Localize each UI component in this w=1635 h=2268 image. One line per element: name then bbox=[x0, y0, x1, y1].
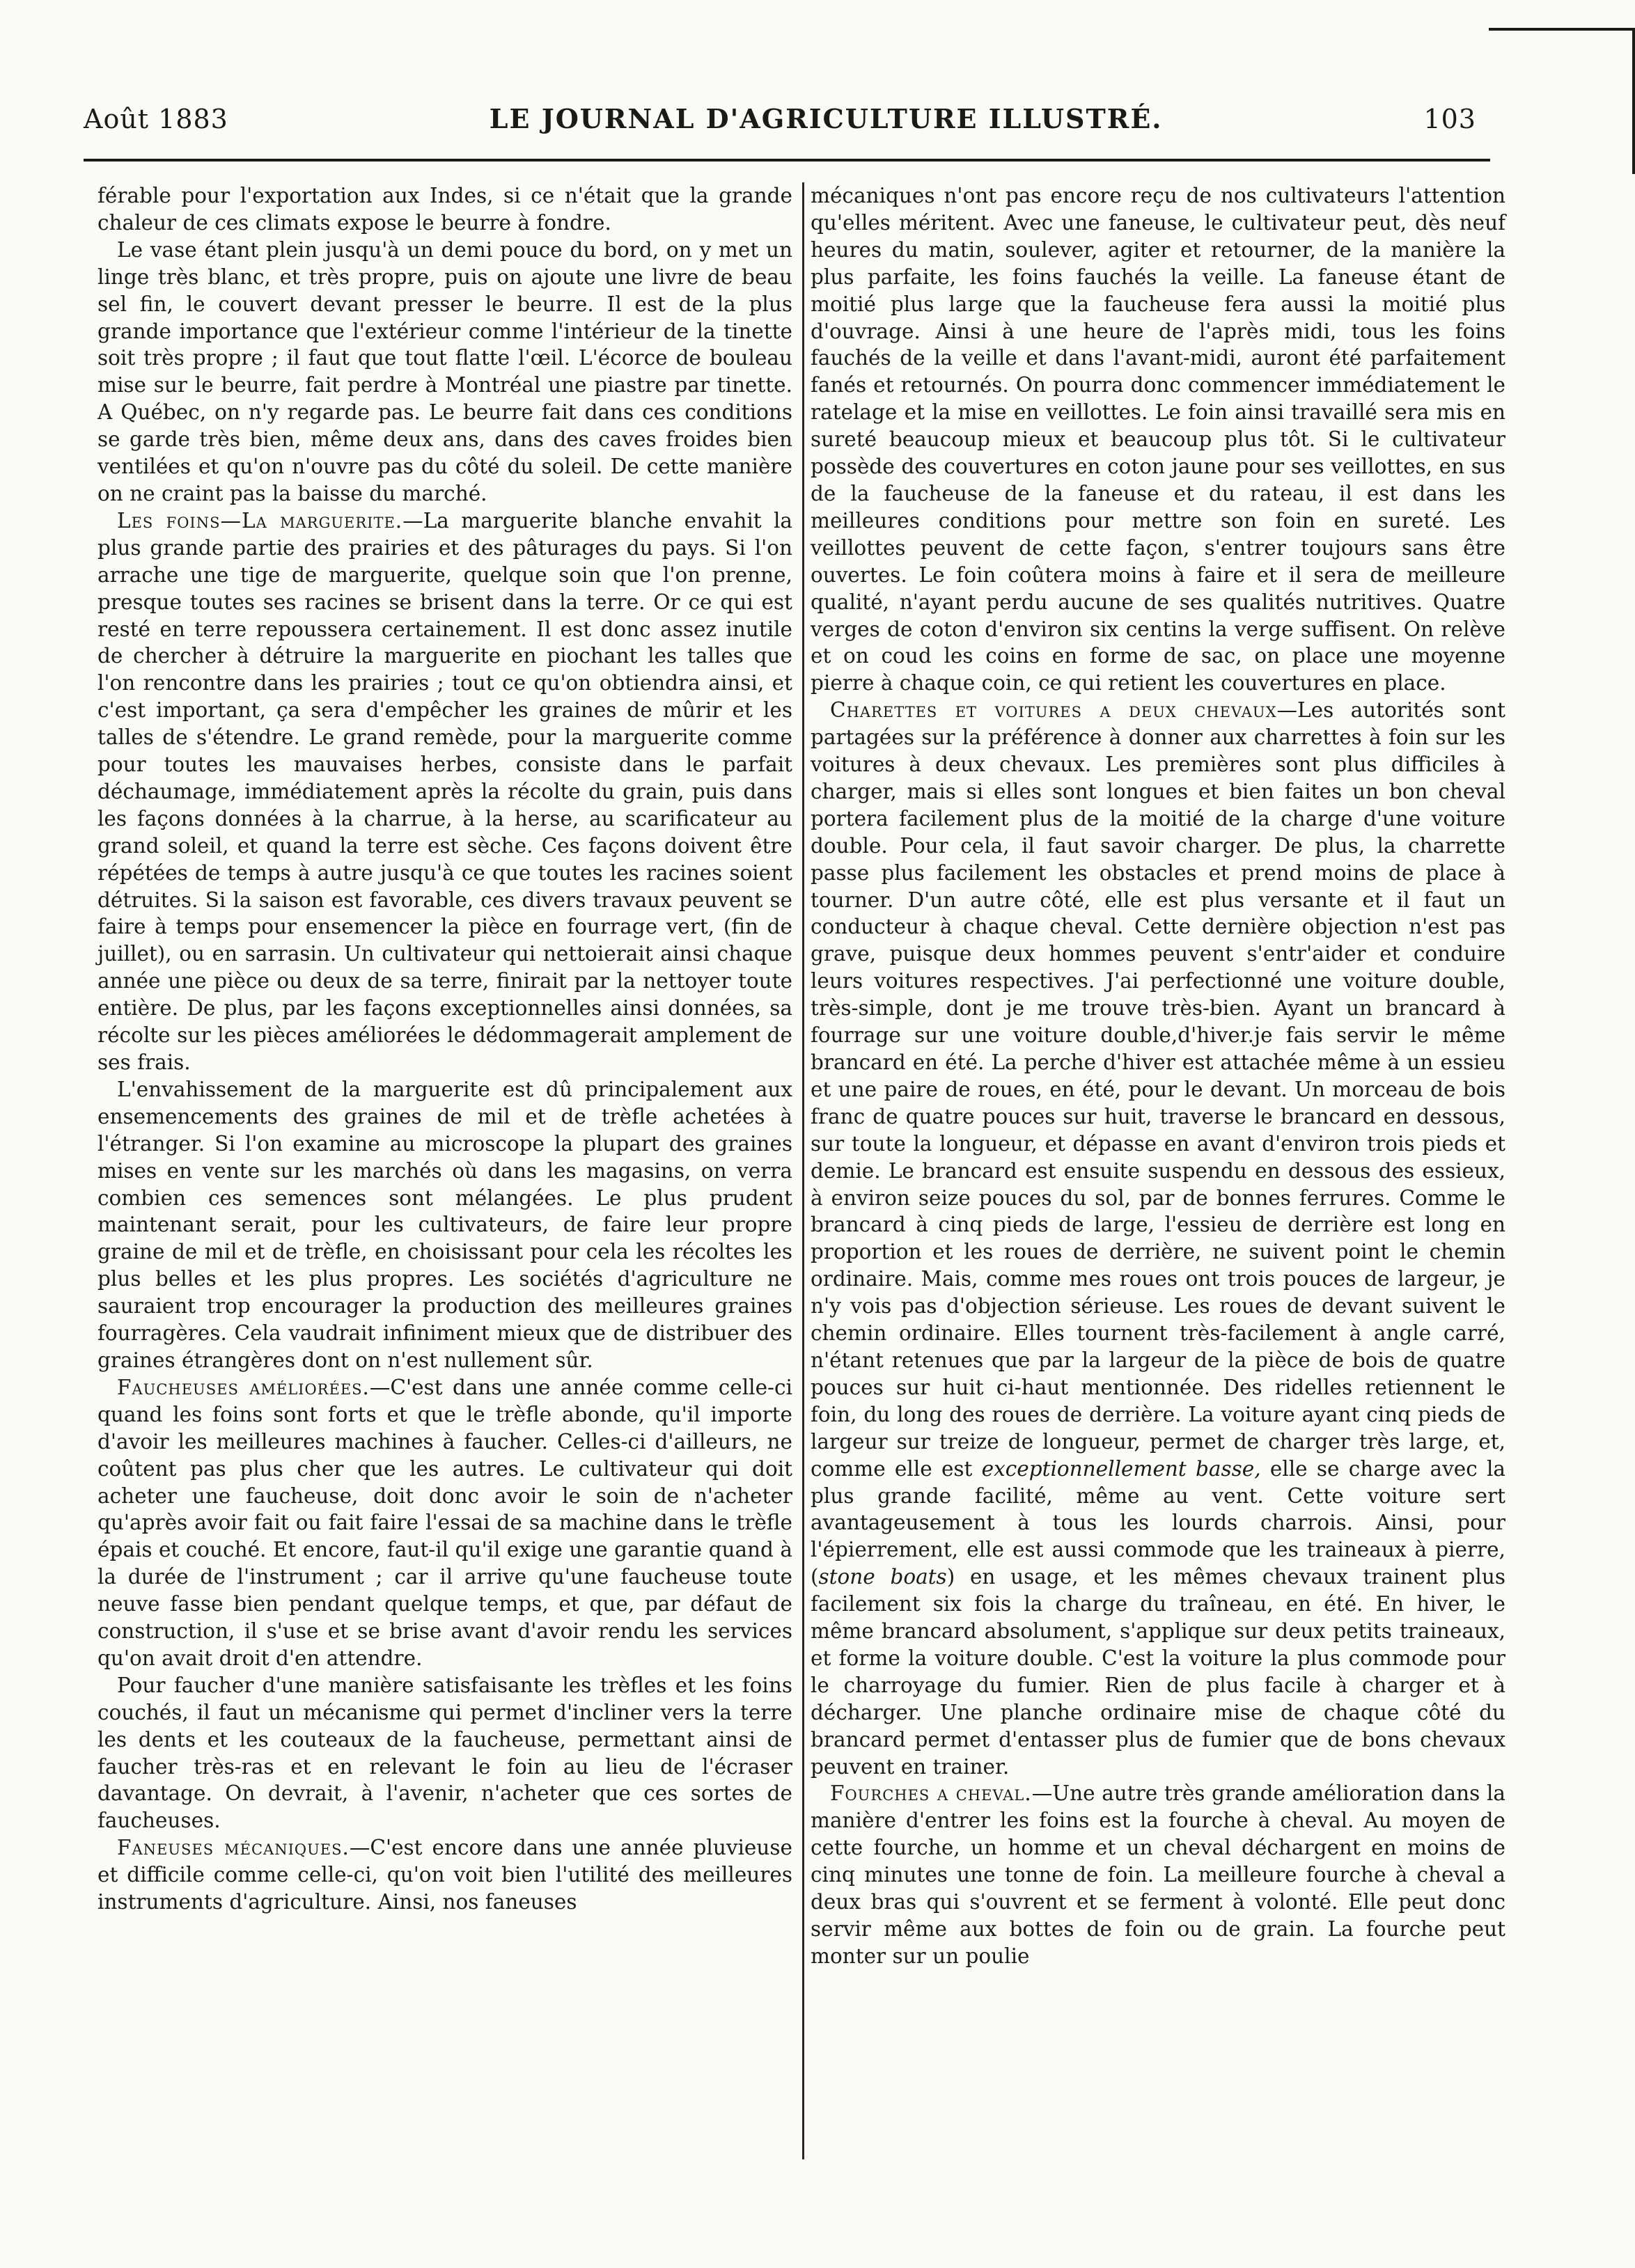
section-heading: Les foins—La marguerite. bbox=[117, 508, 403, 533]
paragraph bbox=[811, 1780, 1505, 1969]
section-heading: Charettes et voitures a deux chevaux bbox=[830, 698, 1277, 723]
paragraph: mécaniques n'ont pas encore reçu de nos cultivateurs l'attention qu'elles méritent. Avec une faneuse, le cultivateur peut, dès neuf heures du matin, soulever, agiter et retourner, de la manière la plus parfaite, les foins fauchés la veille. La faneuse étant de moitié plus large que la faucheuse fera aussi la moitié plus d'ouvrage. Ainsi à une heure de l'après midi, tous les foins fauchés de la veille et dans l'avant-midi, auront été parfaitement fanés et retournés. On pourra donc commencer immédiatement le ratelage et la mise en veillottes. Le foin ainsi travaillé sera mis en sureté beaucoup mieux et beaucoup plus tôt. Si le cultivateur possède des couvertures en coton jaune pour ses veillottes, en sus de la faucheuse de la faneuse et du rateau, il est dans les meilleures conditions pour mettre son foin en sureté. Les veillottes peuvent de cette façon, s'entrer toujours sans être ouvertes. Le foin coûtera moins à faire et il sera de meilleure qualité, n'ayant perdu aucune de ses qualités nutritives. Quatre verges de coton d'environ six centins la verge suffisent. On relève et on coud les coins en forme de sac, on place une moyenne pierre à chaque coin, ce qui retient les couvertures en place. bbox=[811, 184, 1505, 695]
paragraph bbox=[811, 697, 1505, 1780]
column-divider bbox=[802, 182, 804, 2159]
journal-title: LE JOURNAL D'AGRICULTURE ILLUSTRÉ. bbox=[489, 103, 1163, 134]
edge-mark-horizontal bbox=[1489, 28, 1635, 31]
header-rule bbox=[84, 159, 1490, 162]
paragraph: férable pour l'exportation aux Indes, si ce n'était que la grande chaleur de ces climats expose le beurre à fondre. bbox=[97, 184, 792, 235]
paragraph: Pour faucher d'une manière satisfaisante les trèfles et les foins couchés, il faut un mécanisme qui permet d'incliner vers la terre les dents et les couteaux de la faucheuse, permettant ainsi de faucher très-ras et en relevant le foin au lieu de l'écraser davantage. On devrait, à l'avenir, n'acheter que ces sortes de faucheuses. bbox=[97, 1673, 792, 1833]
paragraph: L'envahissement de la marguerite est dû principalement aux ensemencements des graines de mil et de trèfle achetées à l'étranger. Si l'on examine au microscope la plupart des graines mises en vente sur les marchés où dans les magasins, on verra combien ces semences sont mélangées. Le plus prudent maintenant serait, pour les cultivateurs, de faire leur propre graine de mil et de trèfle, en choisissant pour cela les récoltes les plus belles et les plus propres. Les sociétés d'agriculture ne sauraient trop encourager la production des meilleures graines fourragères. Cela vaudrait infiniment mieux que de distribuer des graines étrangères dont on n'est nullement sûr. bbox=[97, 1077, 792, 1372]
edge-mark bbox=[1632, 28, 1635, 174]
right-column bbox=[811, 182, 1505, 1970]
left-column bbox=[97, 182, 792, 1916]
section-heading: Faucheuses améliorées. bbox=[117, 1375, 370, 1399]
section-heading: Fourches a cheval. bbox=[830, 1781, 1032, 1806]
page-header bbox=[84, 103, 1476, 145]
paragraph-text: —Une autre très grande amélioration dans la manière d'entrer les foins est la fourche à cheval. Au moyen de cette fourche, un homme et un cheval déchargent en moins de cinq minutes une tonne de foin. La meilleure fourche à cheval a deux bras qui s'ouvrent et se ferment à volonté. Elle peut donc servir même aux bottes de foin ou de grain. La fourche peut monter sur un poulie bbox=[811, 1781, 1505, 1968]
paragraph: Le vase étant plein jusqu'à un demi pouce du bord, on y met un linge très blanc, et très propre, puis on ajoute une livre de beau sel fin, le couvert devant presser le beurre. Il est de la plus grande importance que l'extérieur comme l'intérieur de la tinette soit très propre ; il faut que tout flatte l'œil. L'écorce de bouleau mise sur le beurre, fait perdre à Montréal une piastre par tinette. A Québec, on n'y regarde pas. Le beurre fait dans ces conditions se garde très bien, même deux ans, dans des caves froides bien ventilées et qu'on n'ouvre pas du côté du soleil. De cette manière on ne craint pas la baisse du marché. bbox=[97, 237, 792, 505]
paragraph-text: —C'est dans une année comme celle-ci quand les foins sont forts et que le trèfle abonde, qu'il importe d'avoir les meilleures machines à faucher. Celles-ci d'ailleurs, ne coûtent pas plus cher que les autres. Le cultivateur qui doit acheter une faucheuse, doit donc avoir le soin de n'acheter qu'après avoir fait ou fait faire l'essai de sa machine dans le trèfle épais et couché. Et encore, faut-il qu'il exige une garantie quand à la durée de l'instrument ; car il arrive qu'une faucheuse toute neuve fasse bien pendant quelque temps, et que, par défaut de construction, il s'use et se brise avant d'avoir rendu les services qu'on avait droit d'en attendre. bbox=[97, 1375, 792, 1670]
paragraph bbox=[97, 507, 792, 1076]
paragraph-text: —La marguerite blanche envahit la plus grande partie des prairies et des pâturages du pays. Si l'on arrache une tige de marguerite, quelque soin que l'on prenne, presque toutes ses racines se brisent dans la terre. Or ce qui est resté en terre repoussera certainement. Il est donc assez inutile de chercher à détruire la marguerite en piochant les talles que l'on rencontre dans les prairies ; tout ce qu'on obtiendra ainsi, et c'est important, ça sera d'empêcher les graines de mûrir et les talles de s'étendre. Le grand remède, pour la marguerite comme pour toutes les mauvaises herbes, consiste dans le parfait déchaumage, immédiatement après la récolte du grain, puis dans les façons données à la charrue, à la herse, au scarificateur au grand soleil, et quand la terre est sèche. Ces façons doivent être répétées de temps à autre jusqu'à ce que toutes les racines soient détruites. Si la saison est favorable, ces divers travaux peuvent se faire à temps pour ensemencer la pièce en fourrage vert, (fin de juillet), ou en sarrasin. Un cultivateur qui nettoierait ainsi chaque année une pièce ou deux de sa terre, finirait par la nettoyer toute entière. De plus, par les façons exceptionnelles ainsi données, sa récolte sur les pièces améliorées le dédommagerait amplement de ses frais. bbox=[97, 508, 793, 1074]
emphasis-text: exceptionnellement basse, bbox=[981, 1456, 1261, 1481]
paragraph-text: elle se charge avec la plus grande facilité, même au vent. Cette voiture sert avantageusement à tous les lourds charrois. Ainsi, pour l'épierrement, elle est aussi commode que les traineaux à pierre, ( bbox=[811, 1456, 1506, 1589]
emphasis-text: stone boats bbox=[818, 1565, 947, 1589]
page-number: 103 bbox=[1423, 104, 1476, 134]
section-heading: Faneuses mécaniques. bbox=[117, 1836, 350, 1860]
paragraph bbox=[97, 1834, 792, 1916]
paragraph-text: —C'est encore dans une année pluvieuse et difficile comme celle-ci, qu'on voit bien l'utilité des meilleures instruments d'agriculture. Ainsi, nos faneuses bbox=[97, 1836, 792, 1914]
paragraph-text: ) en usage, et les mêmes chevaux trainent plus facilement six fois la charge du traîneau, en été. En hiver, le même brancard absolument, s'applique sur deux petits traineaux, et forme la voiture double. C'est la voiture la plus commode pour le charroyage du fumier. Rien de plus facile à charger et à décharger. Une planche ordinaire mise de chaque côté du brancard permet d'entasser plus de fumier que de bons chevaux peuvent en trainer. bbox=[811, 1565, 1505, 1779]
header-date: Août 1883 bbox=[84, 104, 228, 134]
paragraph bbox=[97, 1374, 792, 1672]
paragraph-text: —Les autorités sont partagées sur la préférence à donner aux charrettes à foin sur les voitures à deux chevaux. Les premières sont plus difficiles à charger, mais si elles sont longues et bien faites un bon cheval portera facilement plus de la moitié de la charge d'une voiture double. Pour cela, il faut savoir charger. De plus, la charrette passe plus facilement les obstacles et prend moins de place à tourner. D'un autre côté, elle est plus versante et il faut un conducteur à chaque cheval. Cette dernière objection n'est pas grave, puisque deux hommes peuvent s'entr'aider et conduire leurs voitures respectives. J'ai perfectionné une voiture double, très-simple, dont je me trouve très-bien. Ayant un brancard à fourrage sur une voiture double,d'hiver.je fais servir le même brancard en été. La perche d'hiver est attachée même à un essieu et une paire de roues, en été, pour le devant. Un morceau de bois franc de quatre pouces sur huit, traverse le brancard en dessous, sur toute la longueur, et dépasse en avant d'environ trois pieds et demie. Le brancard est ensuite suspendu en dessous des essieux, à environ seize pouces du sol, par de bonnes ferrures. Comme le brancard à cinq pieds de large, l'essieu de derrière est long en proportion et les roues de derrière, ne suivent point le chemin ordinaire. Mais, comme mes roues ont trois pouces de largeur, je n'y vois pas d'objection sérieuse. Les roues de devant suivent le chemin ordinaire. Elles tournent très-facilement à angle carré, n'étant retenues que par la largeur de la pièce de bois de quatre pouces sur huit ci-haut mentionnée. Des ridelles retiennent le foin, du long des roues de derrière. La voiture ayant cinq pieds de largeur sur treize de longueur, permet de charger très large, et, comme elle est bbox=[811, 698, 1505, 1481]
